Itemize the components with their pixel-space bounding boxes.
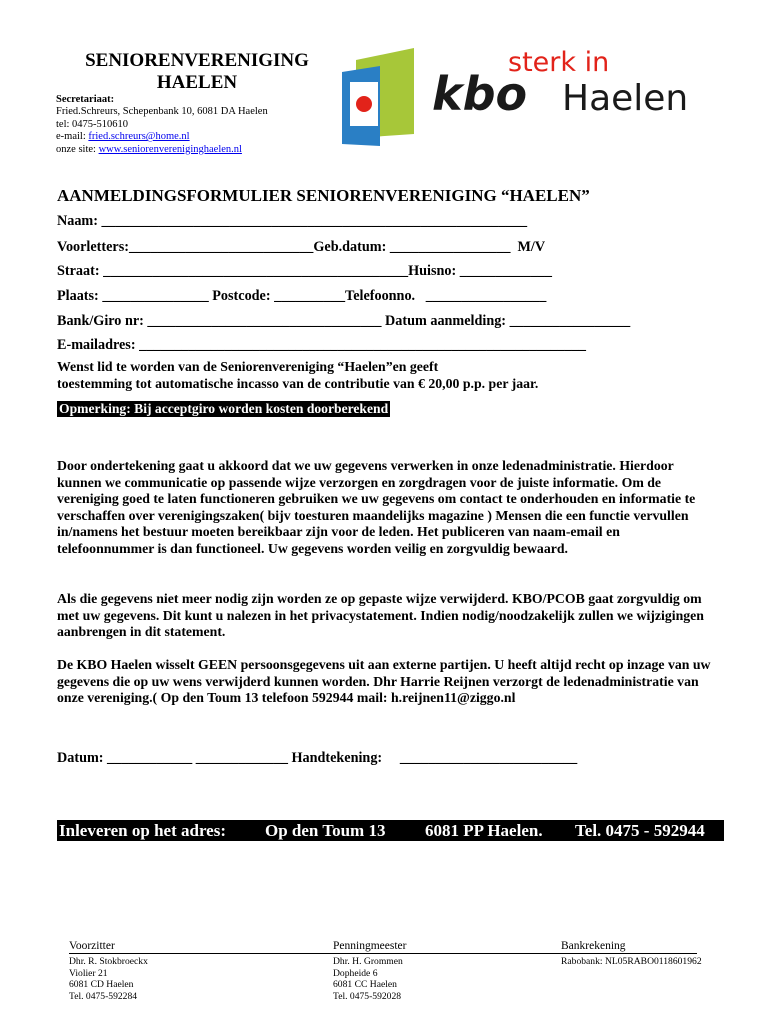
privacy-paragraph-2: Als die gegevens niet meer nodig zijn worden ze op gepaste wijze verwijderd. KBO/PCOB gaat zorgvuldig om met uw gegevens. Dit kunt u nalezen in het privacystatement. Indien nodig/noodzakelijk zullen we wijzigingen aanbrengen in dit statement. (57, 591, 704, 640)
privacy-paragraph-3: De KBO Haelen wisselt GEEN persoonsgegevens uit aan externe partijen. U heeft altijd recht op inzage van uw gegevens die op uw wens verwijderd kunnen worden. Dhr Harrie Reijnen verzorgt de ledenadministratie van onze vereniging.( Op den Toum 13 telefoon 592944 mail: h.reijnen11@ziggo.nl (57, 657, 711, 706)
return-phone: Tel. 0475 - 592944 (575, 821, 705, 840)
field-initials-birthdate[interactable]: Voorletters:__________________________Geb.datum: _________________ M/V (57, 239, 546, 255)
email-link[interactable]: fried.schreurs@home.nl (88, 131, 190, 143)
remark-banner: Opmerking: Bij acceptgiro worden kosten doorberekend (59, 401, 389, 416)
consent-line1: Wenst lid te worden van de Seniorenvereniging “Haelen”en geeft (57, 359, 439, 374)
footer-bank (561, 956, 702, 968)
consent-line2: toestemming tot automatische incasso van de contributie van € 20,00 p.p. per jaar. (57, 375, 539, 391)
logo-red-dot (356, 96, 372, 112)
footer-line: Dhr. H. Grommen (333, 956, 403, 967)
email-prefix: e-mail: (56, 131, 89, 143)
return-label: Inleveren op het adres: (59, 821, 227, 840)
organization-name (62, 50, 332, 94)
footer-voorzitter-title: Voorzitter (69, 940, 115, 952)
kbo-haelen-logo (338, 46, 708, 146)
form-title: AANMELDINGSFORMULIER SENIORENVERENIGING “HAELEN” (57, 186, 590, 205)
footer-voorzitter (69, 956, 148, 1002)
privacy-paragraph-1: Door ondertekening gaat u akkoord dat we uw gegevens verwerken in onze ledenadministratie. Hierdoor kunnen we communicatie op passende wijze verzorgen en zorgdragen voor de juiste informatie. Om de vereniging goed te laten functioneren gebruiken we uw gegevens om contact te onderhouden en informatie te verschaffen over verenigingszaken( bijv toesturen maandelijks magazine ) Mensen die een functie vervullen in/namens het bestuur moeten bereikbaar zijn voor de leden. Het publiceren van naam-email en telefoonnummer is dan functioneel. Uw gegevens worden veilig en zorgvuldig bewaard. (57, 458, 696, 556)
secretariat-label: Secretariaat: (56, 94, 115, 105)
field-city-postcode-phone[interactable]: Plaats: _______________ Postcode: __________Telefoonno. _________________ (57, 288, 547, 304)
footer-line: Tel. 0475-592028 (333, 990, 402, 1002)
footer-penningmeester-title: Penningmeester (333, 940, 407, 952)
organization-name-line2: HAELEN (156, 72, 238, 93)
footer-line: Dopheide 6 (333, 967, 378, 979)
website-link[interactable]: www.seniorenvereniginghaelen.nl (98, 143, 242, 155)
footer-line: Violier 21 (69, 967, 108, 979)
site-prefix: onze site: (56, 143, 99, 155)
logo-place: Haelen (562, 78, 689, 119)
consent-text (57, 359, 717, 392)
footer-bank-title: Bankrekening (561, 940, 626, 952)
return-city: 6081 PP Haelen. (425, 821, 543, 840)
organization-name-line1: SENIORENVERENIGING (85, 50, 309, 71)
return-street: Op den Toum 13 (265, 821, 386, 840)
logo-brand: kbo (432, 67, 528, 121)
field-street-number[interactable]: Straat: ___________________________________________Huisno: _____________ (57, 263, 552, 279)
field-email[interactable]: E-mailadres: _______________________________________________________________ (57, 337, 587, 353)
secretariat-block (56, 94, 268, 156)
return-address-bar (57, 820, 724, 841)
footer-line: Tel. 0475-592284 (69, 990, 138, 1002)
footer-line: Rabobank: NL05RABO0118601962 (561, 956, 702, 967)
field-name[interactable]: Naam: ____________________________________________________________ (57, 213, 528, 229)
signature-line[interactable]: Datum: ____________ _____________ Handtekening: _________________________ (57, 750, 578, 766)
footer-line: 6081 CD Haelen (69, 979, 134, 990)
footer-line: 6081 CC Haelen (333, 979, 397, 990)
footer-rule (69, 953, 697, 954)
logo-tagline: sterk in (508, 47, 610, 78)
field-bank-date[interactable]: Bank/Giro nr: _________________________________ Datum aanmelding: _________________ (57, 313, 631, 329)
secretariat-phone: tel: 0475-510610 (56, 118, 129, 130)
footer-penningmeester (333, 956, 403, 1002)
footer-line: Dhr. R. Stokbroeckx (69, 956, 148, 967)
secretariat-address: Fried.Schreurs, Schepenbank 10, 6081 DA Haelen (56, 106, 268, 118)
